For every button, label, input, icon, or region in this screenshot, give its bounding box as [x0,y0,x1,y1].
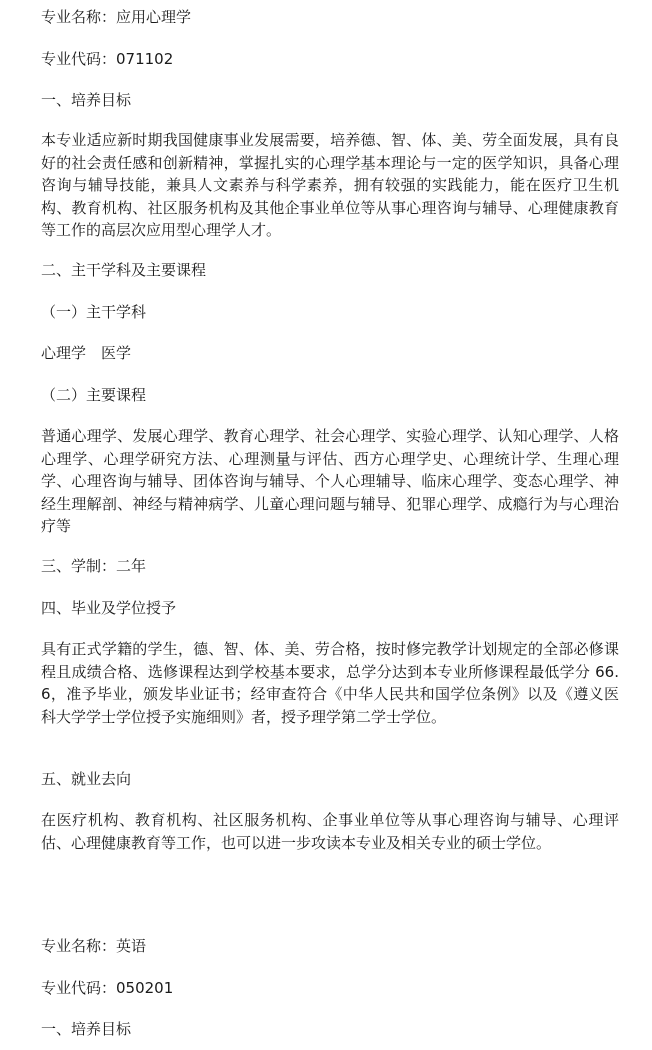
subheading-main-courses: （二）主要课程 [41,386,147,404]
disciplines-text: 心理学 医学 [41,344,132,362]
section-heading-degree: 四、毕业及学位授予 [41,599,177,617]
career-paragraph: 在医疗机构、教育机构、社区服务机构、企事业单位等从事心理咨询与辅导、心理评估、心理健康教育等工作，也可以进一步攻读本专业及相关专业的硕士学位。 [41,811,619,852]
major-name: 专业名称：应用心理学 [41,8,192,26]
major-name: 专业名称：英语 [41,937,147,955]
section-heading-career: 五、就业去向 [41,770,132,788]
section-heading-duration: 三、学制：二年 [41,557,147,575]
major-code: 专业代码：050201 [41,979,174,997]
main-courses-paragraph: 普通心理学、发展心理学、教育心理学、社会心理学、实验心理学、认知心理学、人格心理学、心理学研究方法、心理测量与评估、西方心理学史、心理统计学、生理心理学、心理咨询与辅导、团体咨询与辅导、个人心理辅导、临床心理学、变态心理学、神经生理解剖、神经与精神病学、儿童心理问题与辅导、犯罪心理学、成瘾行为与心理治疗等 [41,427,619,535]
degree-paragraph: 具有正式学籍的学生，德、智、体、美、劳合格，按时修完教学计划规定的全部必修课程且成绩合格、选修课程达到学校基本要求，总学分达到本专业所修课程最低学分 66.6，准予毕业，颁发毕业证书；经审查符合《中华人民共和国学位条例》以及《遵义医科大学学士学位授予实施细则》者，授予理学第二学士学位。 [41,640,619,726]
subheading-disciplines: （一）主干学科 [41,303,147,321]
goal-paragraph: 本专业适应新时期我国健康事业发展需要，培养德、智、体、美、劳全面发展，具有良好的社会责任感和创新精神，掌握扎实的心理学基本理论与一定的医学知识，具备心理咨询与辅导技能，兼具人文素养与科学素养，拥有较强的实践能力，能在医疗卫生机构、教育机构、社区服务机构及其他企事业单位等从事心理咨询与辅导、心理健康教育等工作的高层次应用型心理学人才。 [41,131,619,239]
section-heading-courses: 二、主干学科及主要课程 [41,261,207,279]
major-code: 专业代码：071102 [41,50,174,68]
section-heading-goal: 一、培养目标 [41,91,132,109]
section-heading-goal: 一、培养目标 [41,1020,132,1038]
